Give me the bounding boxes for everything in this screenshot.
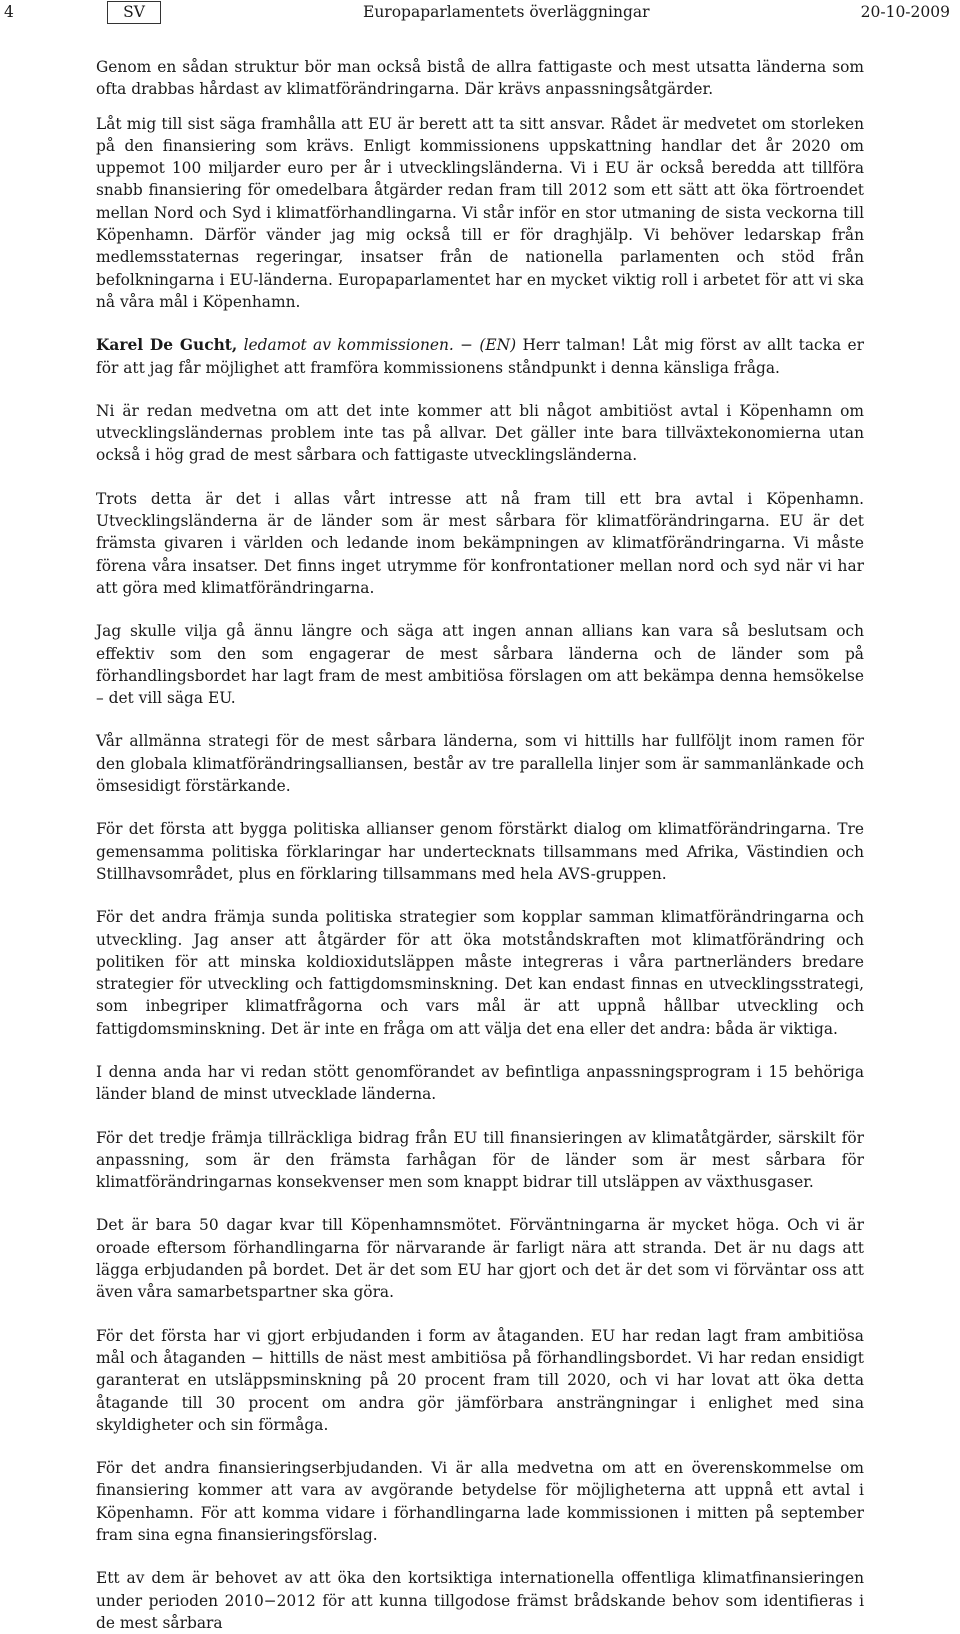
speaker-name: Karel De Gucht, [96,336,238,355]
speaker-role: ledamot av kommissionen. [243,336,454,355]
page-number: 4 [4,3,14,21]
paragraph: Vår allmänna strategi för de mest sårbara länderna, som vi hittills har fullföljt inom ramen för den globala klimatförändringsalliansen, består av tre parallella linjer som är sammanlänkade och ömsesidigt förstärkande. [96,732,864,796]
paragraph: För det första har vi gjort erbjudanden i form av åtaganden. EU har redan lagt fram ambitiösa mål och åtaganden − hittills de näst mest ambitiösa på förhandlingsbordet. Vi har redan ensidigt garanterat en utsläppsminskning på 20 procent fram till 2020, och vi har lovat att öka detta åtagande till 30 procent om andra gör jämförbara ansträngningar i enlighet med sina skyldigheter och sin förmåga. [96,1326,864,1434]
paragraph: Låt mig till sist säga framhålla att EU är berett att ta sitt ansvar. Rådet är medvetet om storleken på den finansiering som krävs. Enligt kommissionens uppskattning handlar det år 2020 om uppemot 100 miljarder euro per år i utvecklingsländerna. Vi i EU är också beredda att tillföra snabb finansiering för omedelbara åtgärder redan fram till 2012 som ett sätt att öka förtroendet mellan Nord och Syd i klimatförhandlingarna. Vi står inför en stor utmaning de sista veckorna till Köpenhamn. Därför vänder jag mig också till er för draghjälp. Vi behöver ledarskap från medlemsstaternas regeringar, insatser från de nationella parlamenten och stöd från befolkningarna i EU-länderna. Europaparlamentet har en mycket viktig roll i arbetet för att vi ska nå våra mål i Köpenhamn. [96,114,864,311]
paragraph: För det tredje främja tillräckliga bidrag från EU till finansieringen av klimatåtgärder, särskilt för anpassning, som är den främsta farhågan för de länder som är mest sårbara för klimatförändringarnas konsekvenser men som knappt bidrar till utsläppen av växthusgaser. [96,1128,864,1192]
paragraph: Jag skulle vilja gå ännu längre och säga att ingen annan allians kan vara så beslutsam och effektiv som den som engagerar de mest sårbara länderna och de länder som på förhandlingsbordet har lagt fram de mest ambitiösa förslagen om att bekämpa denna hemsökelse – det vill säga EU. [96,622,864,708]
document-title: Europaparlamentets överläggningar [363,3,650,21]
document-body [96,56,864,1634]
paragraph: Ett av dem är behovet av att öka den kortsiktiga internationella offentliga klimatfinansieringen under perioden 2010−2012 för att kunna tillgodose främst brådskande behov som identifieras i de mest sårbara [96,1569,864,1632]
paragraph: Ni är redan medvetna om att det inte kommer att bli något ambitiöst avtal i Köpenhamn om utvecklingsländernas problem inte tas på allvar. Det gäller inte bara tillväxtekonomierna utan också i hög grad de mest sårbara och fattigaste utvecklingsländerna. [96,401,864,465]
paragraph: För det andra finansieringserbjudanden. Vi är alla medvetna om att en överenskommelse om finansiering kommer att vara av avgörande betydelse för möjligheterna att uppnå ett avtal i Köpenhamn. För att komma vidare i förhandlingarna lade kommissionen i mitten på september fram sina egna finansieringsförslag. [96,1459,864,1545]
paragraph: Genom en sådan struktur bör man också bistå de allra fattigaste och mest utsatta länderna som ofta drabbas hårdast av klimatförändringarna. Där krävs anpassningsåtgärder. [96,58,864,99]
paragraph: I denna anda har vi redan stött genomförandet av befintliga anpassningsprogram i 15 behöriga länder bland de minst utvecklade länderna. [96,1062,864,1104]
paragraph: För det andra främja sunda politiska strategier som kopplar samman klimatförändringarna och utveckling. Jag anser att åtgärder för att öka motståndskraften mot klimatförändring och politiken för att minska koldioxidutsläppen måste integreras i våra partnerländers bredare strategier för utveckling och fattigdomsminskning. Det kan endast finnas en utvecklingsstrategi, som inbegriper klimatfrågorna och vars mål är att uppnå hållbar utveckling och fattigdomsminskning. Det är inte en fråga om att välja det ena eller det andra: båda är viktiga. [96,908,864,1038]
speech-dash: − [453,336,480,355]
document-date: 20-10-2009 [860,3,950,21]
paragraph: Trots detta är det i allas vårt intresse att nå fram till ett bra avtal i Köpenhamn. Utvecklingsländerna är de länder som är mest sårbara för klimatförändringarna. EU är det främsta givaren i världen och ledande inom bekämpningen av klimatförändringarna. Vi måste förena våra insatser. Det finns inget utrymme för konfrontationer mellan nord och syd när vi har att göra med klimatförändringarna. [96,489,864,597]
paragraph: Det är bara 50 dagar kvar till Köpenhamnsmötet. Förväntningarna är mycket höga. Och vi är oroade eftersom förhandlingarna för närvarande är farligt nära att stranda. Det är nu dags att lägga erbjudanden på bordet. Det är det som EU har gjort och det är det som vi förväntar oss att även våra samarbetspartner ska göra. [96,1216,864,1302]
speech-opening [96,334,864,379]
language-tag: (EN) [479,336,517,355]
paragraph: För det första att bygga politiska allianser genom förstärkt dialog om klimatförändringarna. Tre gemensamma politiska förklaringar har undertecknats tillsammans med Afrika, Västindien och Stillhavsområdet, plus en förklaring tillsammans med hela AVS-gruppen. [96,820,864,883]
language-code-box: SV [107,1,161,24]
speech-text: Herr talman! Låt mig först av allt tacka er för att jag får möjlighet att framföra kommissionens ståndpunkt i denna känsliga fråga. [96,336,864,377]
page-header [0,0,960,30]
